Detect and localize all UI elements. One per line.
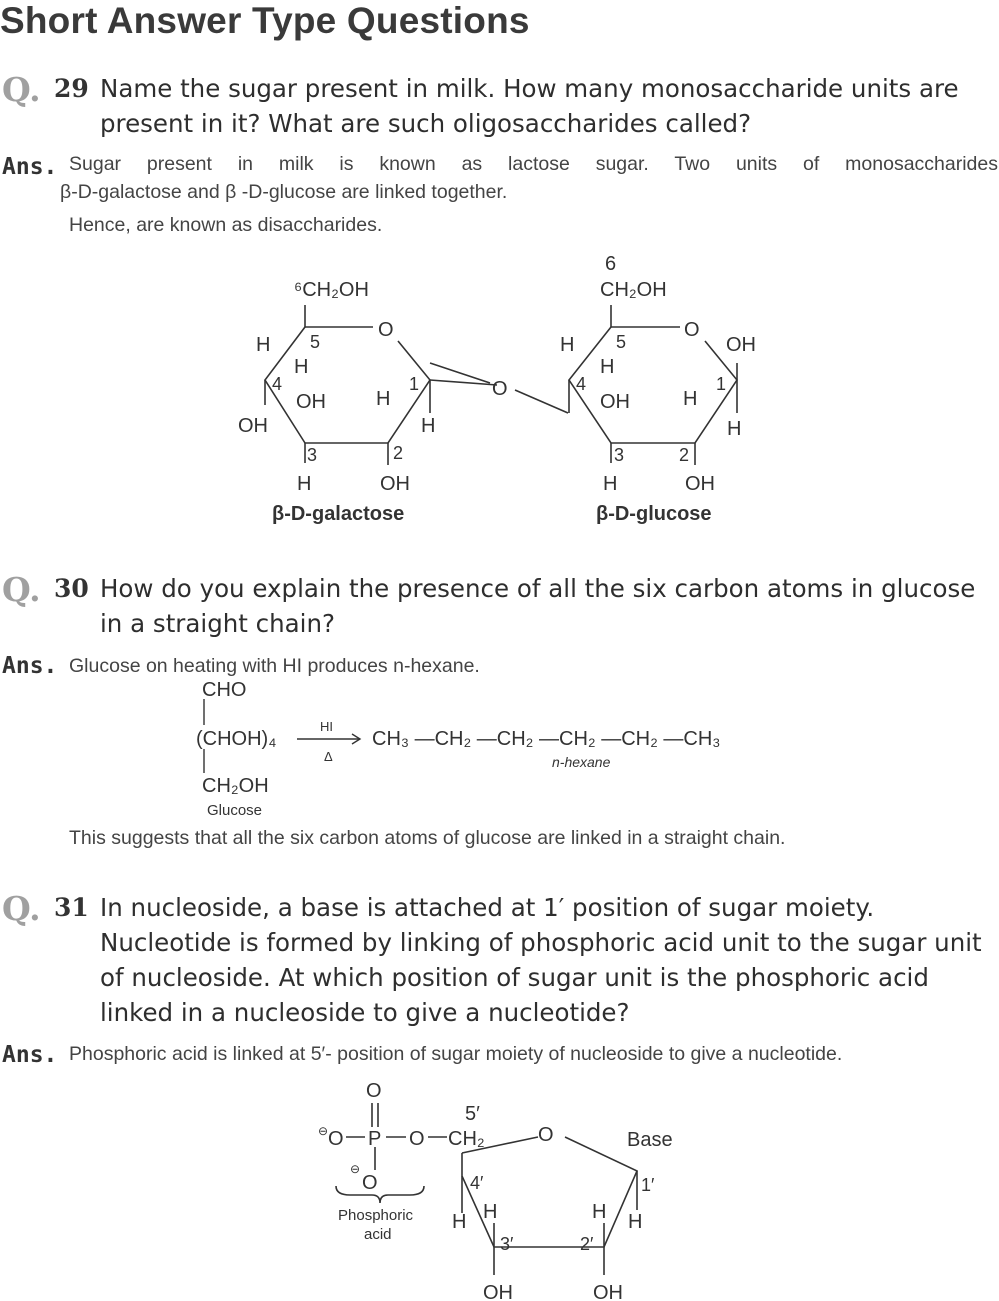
base-label: Base [627, 1129, 673, 1151]
carbon-5-prime: 5′ [465, 1103, 480, 1125]
ch2-group: CH₂ [448, 1128, 485, 1150]
galactose-c1: 1 [409, 374, 420, 394]
glucose-h2: H [683, 388, 698, 410]
reaction-product: CH₃ —CH₂ —CH₂ —CH₂ —CH₂ —CH₃ [372, 728, 721, 750]
reaction-chohn: (CHOH)₄ [196, 728, 277, 750]
charge-minus-2: ⊖ [350, 1162, 361, 1176]
glycosidic-oxygen: O [492, 378, 508, 400]
nucleotide-structure [0, 1075, 999, 1301]
glucose-label: β-D-glucose [596, 503, 712, 525]
glucose-c1: 1 [716, 374, 727, 394]
oh-2-prime: OH [593, 1282, 623, 1301]
galactose-h-anomeric: H [421, 415, 436, 437]
question-29-line-2: present in it? What are such oligosaccharides called? [100, 109, 752, 138]
galactose-ring-oxygen: O [378, 319, 394, 341]
phosphate-double-bond-oxygen: O [366, 1080, 382, 1102]
question-number: 29 [54, 74, 89, 103]
h-4-prime: H [452, 1211, 467, 1233]
h-2-prime: H [592, 1201, 607, 1223]
ribose-ring-oxygen: O [538, 1124, 554, 1146]
carbon-1-prime: 1′ [641, 1175, 655, 1195]
galactose-label: β-D-galactose [272, 503, 405, 525]
reaction-ch2oh: CH₂OH [202, 775, 269, 797]
galactose-h1: H [376, 388, 391, 410]
phosphate-oxygen-bottom: O [362, 1172, 378, 1194]
answer-label: Ans. [2, 154, 58, 180]
glucose-ring-oxygen: O [684, 319, 700, 341]
phosphate-oxygen-left: O [328, 1128, 344, 1150]
carbon-4-prime: 4′ [470, 1173, 484, 1193]
reaction-glucose-label: Glucose [207, 802, 263, 819]
h-1-prime: H [628, 1211, 643, 1233]
reaction-reagent: HI [320, 719, 333, 734]
phosphate-oxygen-bridge: O [409, 1128, 425, 1150]
answer-label: Ans. [2, 653, 58, 679]
question-31-line-3: of nucleoside. At which position of sugar unit is the phosphoric acid [100, 963, 929, 992]
question-marker: Q. [2, 70, 41, 109]
glucose-oh: OH [600, 391, 630, 413]
answer-29-line-3: Hence, are known as disaccharides. [69, 214, 383, 236]
galactose-c6-ch2oh: ⁶CH₂OH [294, 279, 369, 301]
h-3-prime: H [483, 1201, 498, 1223]
galactose-oh4: OH [238, 415, 268, 437]
carbon-2-prime: 2′ [580, 1234, 594, 1254]
glucose-c5: 5 [616, 332, 627, 352]
section-heading: Short Answer Type Questions [0, 0, 530, 41]
glucose-ch2oh: CH₂OH [600, 279, 667, 301]
reaction-product-name: n-hexane [552, 754, 611, 770]
galactose-c2: 2 [393, 443, 404, 463]
galactose-h: H [294, 356, 309, 378]
galactose-oh: OH [296, 391, 326, 413]
question-30-line-2: in a straight chain? [100, 609, 336, 638]
carbon-3-prime: 3′ [500, 1234, 514, 1254]
answer-31-line-1: Phosphoric acid is linked at 5′- position of sugar moiety of nucleoside to give a nucleotide. [69, 1043, 843, 1065]
glucose-c4: 4 [576, 374, 587, 394]
lactose-structure [0, 245, 999, 535]
question-number: 30 [54, 574, 89, 603]
acid-label: acid [364, 1226, 392, 1243]
glucose-oh2: OH [685, 473, 715, 495]
glucose-h5: H [560, 334, 575, 356]
galactose-c4: 4 [272, 374, 283, 394]
question-29-line-1: Name the sugar present in milk. How many monosaccharide units are [100, 74, 959, 103]
galactose-c3: 3 [307, 445, 318, 465]
answer-label: Ans. [2, 1042, 58, 1068]
glucose-h1: H [727, 418, 742, 440]
question-marker: Q. [2, 570, 41, 609]
question-30-line-1: How do you explain the presence of all the six carbon atoms in glucose [100, 574, 976, 603]
glucose-c2: 2 [679, 445, 690, 465]
reaction-condition: Δ [324, 749, 333, 764]
phosphorus: P [368, 1128, 382, 1150]
answer-29-line-1: Sugar present in milk is known as lactose sugar. Two units of monosaccharides [69, 153, 998, 175]
question-number: 31 [54, 893, 89, 922]
phosphoric-label: Phosphoric [338, 1207, 414, 1224]
glucose-to-hexane-reaction [0, 675, 999, 825]
glucose-h3: H [603, 473, 618, 495]
oh-3-prime: OH [483, 1282, 513, 1301]
galactose-h3: H [297, 473, 312, 495]
galactose-c5: 5 [310, 332, 321, 352]
question-31-line-4: linked in a nucleoside to give a nucleotide? [100, 998, 630, 1027]
answer-30-line-2: This suggests that all the six carbon atoms of glucose are linked in a straight chain. [69, 827, 786, 849]
galactose-oh2: OH [380, 473, 410, 495]
reaction-cho: CHO [202, 679, 247, 701]
glucose-c3: 3 [614, 445, 625, 465]
charge-minus-1: ⊖ [318, 1124, 329, 1138]
answer-30-line-1: Glucose on heating with HI produces n-hexane. [69, 655, 480, 677]
glucose-c6-number: 6 [605, 253, 617, 275]
question-31-line-1: In nucleoside, a base is attached at 1′ position of sugar moiety. [100, 893, 875, 922]
glucose-h: H [600, 356, 615, 378]
question-marker: Q. [2, 889, 41, 928]
answer-29-line-2: β-D-galactose and β -D-glucose are linked together. [60, 181, 508, 203]
glucose-oh1: OH [726, 334, 756, 356]
question-31-line-2: Nucleotide is formed by linking of phosphoric acid unit to the sugar unit [100, 928, 982, 957]
galactose-h5: H [256, 334, 271, 356]
